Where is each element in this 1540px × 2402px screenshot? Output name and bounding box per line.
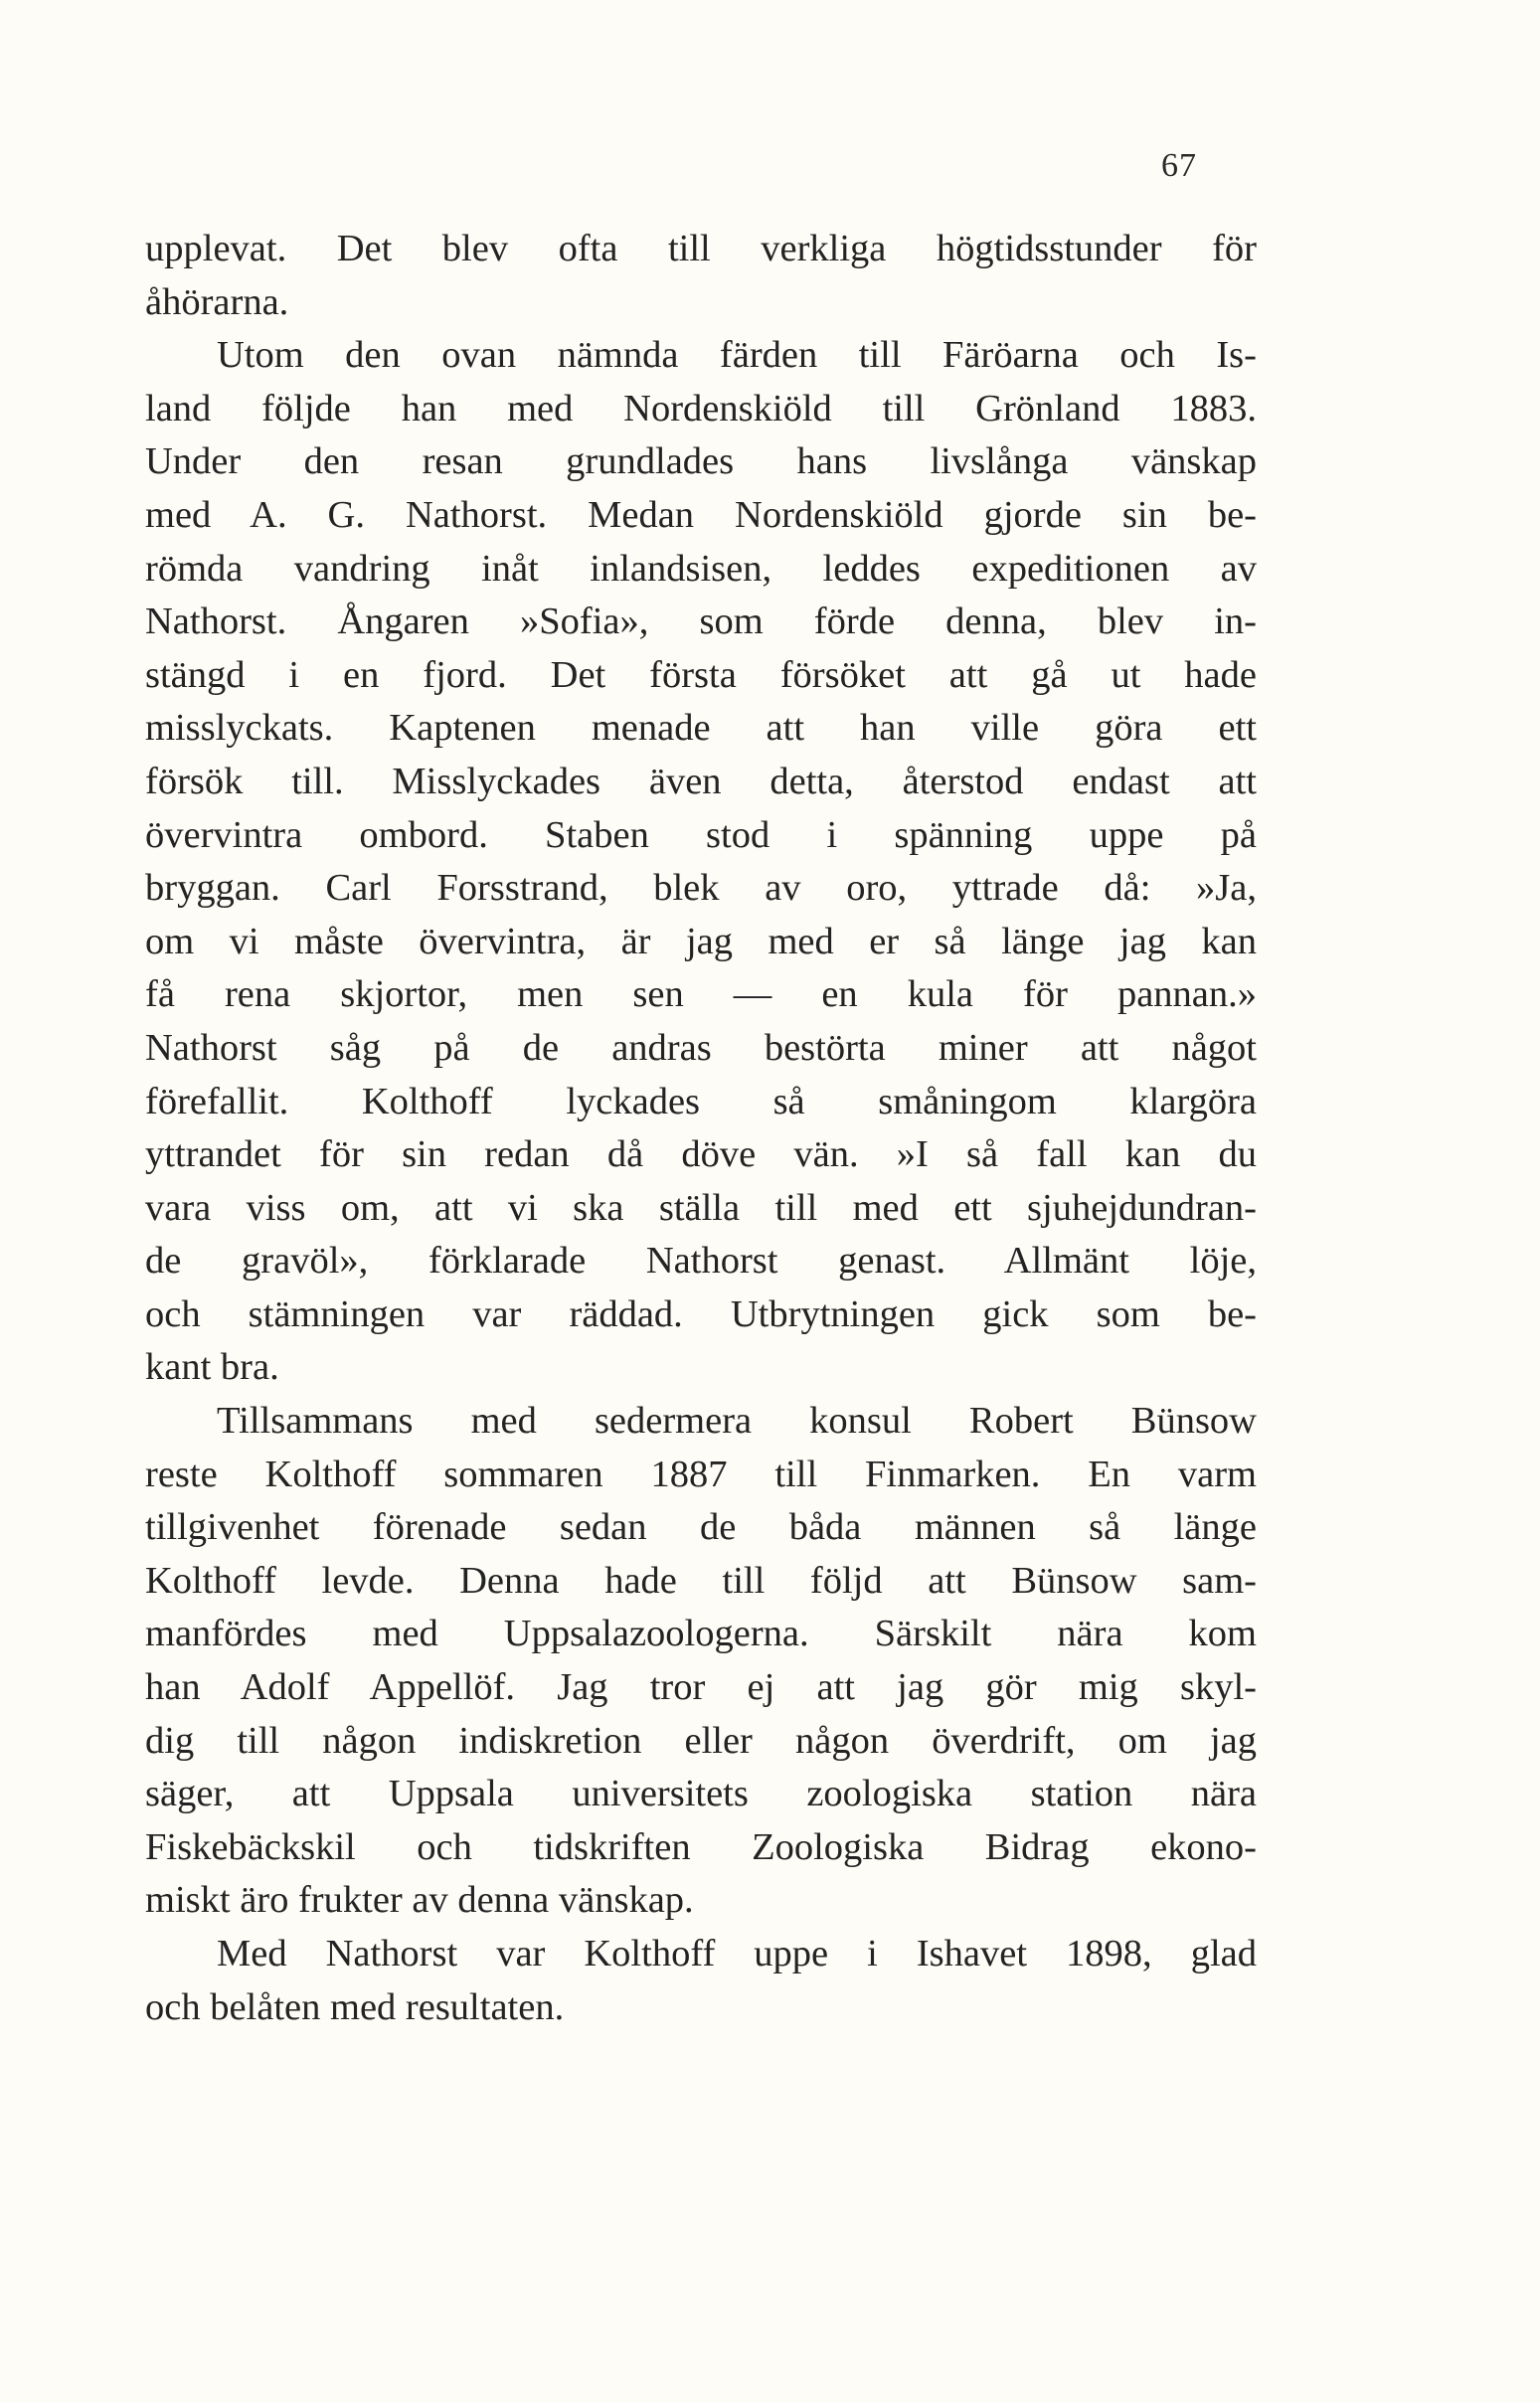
text-line: Nathorst såg på de andras bestörta miner att något xyxy=(145,1026,1257,1069)
text-line: römda vandring inåt inlandsisen, leddes expeditionen av xyxy=(145,547,1257,590)
text-line: förefallit. Kolthoff lyckades så småningom klargöra xyxy=(145,1080,1257,1122)
text-line: yttrandet för sin redan då döve vän. »I så fall kan du xyxy=(145,1133,1257,1176)
text-line: Utom den ovan nämnda färden till Färöarna och Is- xyxy=(217,334,1257,377)
text-line: dig till någon indiskretion eller någon överdrift, om jag xyxy=(145,1719,1257,1762)
text-line: åhörarna. xyxy=(145,280,289,323)
page-number: 67 xyxy=(1161,147,1197,184)
text-line: kant bra. xyxy=(145,1346,279,1389)
text-line: de gravöl», förklarade Nathorst genast. Allmänt löje, xyxy=(145,1240,1257,1283)
text-line: få rena skjortor, men sen — en kula för pannan.» xyxy=(145,973,1257,1016)
text-line: Nathorst. Ångaren »Sofia», som förde denna, blev in- xyxy=(145,600,1257,643)
body-text xyxy=(145,223,1257,2034)
text-line: tillgivenhet förenade sedan de båda männen så länge xyxy=(145,1506,1257,1549)
text-line: bryggan. Carl Forsstrand, blek av oro, yttrade då: »Ja, xyxy=(145,867,1257,910)
text-line: säger, att Uppsala universitets zoologiska station nära xyxy=(145,1773,1257,1815)
text-line: övervintra ombord. Staben stod i spänning uppe på xyxy=(145,813,1257,856)
text-line: land följde han med Nordenskiöld till Grönland 1883. xyxy=(145,387,1257,429)
text-line: reste Kolthoff sommaren 1887 till Finmarken. En varm xyxy=(145,1453,1257,1495)
text-line: Tillsammans med sedermera konsul Robert Bünsow xyxy=(217,1400,1257,1443)
text-line: och belåten med resultaten. xyxy=(145,1985,565,2028)
text-line: försök till. Misslyckades även detta, återstod endast att xyxy=(145,760,1257,802)
text-line: Med Nathorst var Kolthoff uppe i Ishavet 1898, glad xyxy=(217,1933,1257,1974)
text-line: vara viss om, att vi ska ställa till med ett sjuhejdundran- xyxy=(145,1186,1257,1229)
text-line: Under den resan grundlades hans livslånga vänskap xyxy=(145,440,1257,483)
text-line: upplevat. Det blev ofta till verkliga högtidsstunder för xyxy=(145,228,1257,269)
text-line: Fiskebäckskil och tidskriften Zoologiska Bidrag ekono- xyxy=(145,1825,1257,1868)
text-line: misslyckats. Kaptenen menade att han ville göra ett xyxy=(145,707,1257,750)
text-line: stängd i en fjord. Det första försöket att gå ut hade xyxy=(145,653,1257,696)
text-line: Kolthoff levde. Denna hade till följd att Bünsow sam- xyxy=(145,1559,1257,1602)
text-line: med A. G. Nathorst. Medan Nordenskiöld gjorde sin be- xyxy=(145,493,1257,536)
text-line: manfördes med Uppsalazoologerna. Särskilt nära kom xyxy=(145,1613,1257,1655)
text-line: om vi måste övervintra, är jag med er så länge jag kan xyxy=(145,920,1257,962)
text-line: han Adolf Appellöf. Jag tror ej att jag gör mig skyl- xyxy=(145,1666,1257,1709)
text-line: miskt äro frukter av denna vänskap. xyxy=(145,1879,694,1922)
text-line: och stämningen var räddad. Utbrytningen gick som be- xyxy=(145,1292,1257,1335)
